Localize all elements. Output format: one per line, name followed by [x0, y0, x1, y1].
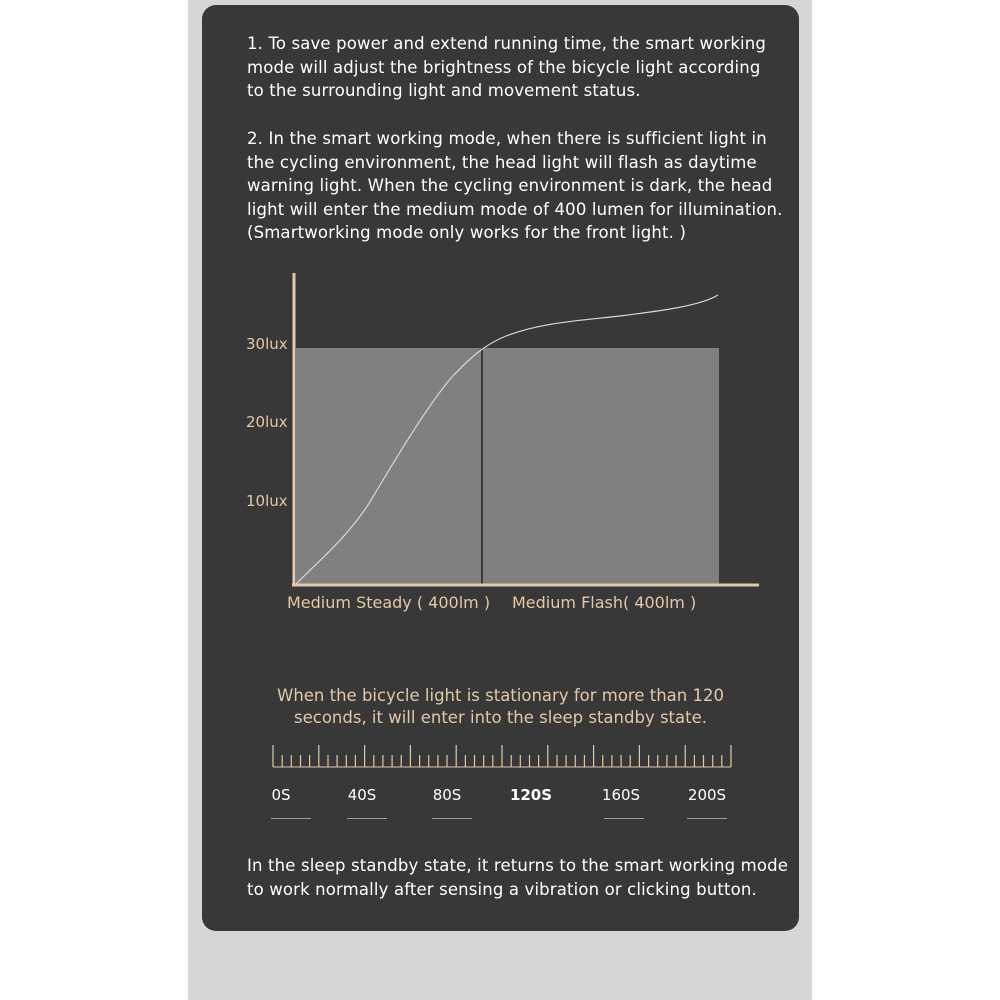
sleep-note-line: When the bicycle light is stationary for more than 120	[277, 686, 724, 705]
y-tick-label: 30lux	[246, 335, 288, 353]
timeline-label-80s: 80S	[432, 786, 462, 804]
timeline-label-120s: 120S	[509, 786, 553, 804]
intro-paragraph-2-line: (Smartworking mode only works for the front light. )	[247, 223, 687, 242]
region-label-medium-steady: Medium Steady ( 400lm )	[287, 593, 491, 612]
sleep-note	[202, 685, 799, 729]
intro-paragraph-1-line: to the surrounding light and movement status.	[247, 81, 641, 100]
timeline-ruler	[273, 745, 731, 767]
intro-paragraph-2-line: warning light. When the cycling environment is dark, the head	[247, 176, 773, 195]
region-label-medium-flash: Medium Flash( 400lm )	[512, 593, 697, 612]
timeline-underline	[687, 818, 727, 819]
footer-paragraph	[247, 854, 788, 901]
y-tick-label: 20lux	[246, 413, 288, 431]
sleep-note-line: seconds, it will enter into the sleep standby state.	[294, 708, 707, 727]
y-tick-label: 10lux	[246, 492, 288, 510]
intro-paragraph-1-line: 1. To save power and extend running time, the smart working	[247, 34, 767, 53]
intro-paragraph-2-line: light will enter the medium mode of 400 lumen for illumination.	[247, 199, 783, 219]
intro-paragraph-1-line: mode will adjust the brightness of the bicycle light according	[247, 57, 761, 77]
timeline-label-200s: 200S	[687, 786, 727, 804]
intro-paragraph-2-line: the cycling environment, the head light will flash as daytime	[247, 152, 757, 172]
timeline-underline	[271, 818, 311, 819]
timeline-underline	[347, 818, 387, 819]
timeline-label-0s: 0S	[271, 786, 291, 804]
timeline-underline	[432, 818, 472, 819]
smart-mode-fill-area	[296, 348, 719, 586]
footer-paragraph-line: to work normally after sensing a vibration or clicking button.	[247, 879, 757, 899]
timeline-label-160s: 160S	[601, 786, 641, 804]
timeline-underline	[604, 818, 644, 819]
timeline-label-40s: 40S	[347, 786, 377, 804]
footer-paragraph-line: In the sleep standby state, it returns to the smart working mode	[247, 856, 789, 875]
intro-paragraph-2-line: 2. In the smart working mode, when there is sufficient light in	[247, 129, 767, 148]
